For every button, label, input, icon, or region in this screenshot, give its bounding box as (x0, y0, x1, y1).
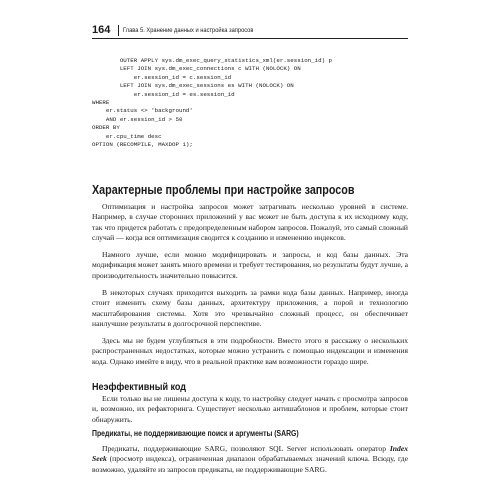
paragraph: Намного лучше, если можно модифицировать и запросы, и код базы данных. Эта модификация может занять много времени и требует тестирования, но результаты будут лучше, а производительность значительно повысится. (92, 250, 408, 280)
paragraph: Если только вы не лишены доступа к коду, то настройку следует начать с просмотра запросов и, возможно, их рефакторинга. Существует несколько антишаблонов и проблем, которые стоит обнаружить. (92, 394, 408, 424)
code-line: OUTER APPLY sys.dm_exec_query_statistics_xml(er.session_id) p (92, 57, 333, 64)
header-divider (118, 25, 119, 36)
book-page (92, 24, 408, 500)
section-heading-inefficient-code: Неэффективный код (92, 381, 187, 393)
code-line: LEFT JOIN sys.dm_exec_connections c WITH (NOLOCK) ON (92, 65, 301, 73)
paragraph-text: (просмотр индекса), ограниченная диапазон обрабатываемых значений ключа. Всюду, где возможно, удаляйте из запросов предикаты, не поддерживающие SARG. (92, 454, 408, 474)
code-line: WHERE (92, 98, 110, 106)
code-line: AND er.session_id > 50 (92, 115, 183, 123)
subsection-heading-sarg: Предикаты, не поддерживающие поиск и аргументы (SARG) (92, 429, 299, 438)
code-listing (92, 57, 332, 149)
code-line: ORDER BY (92, 124, 120, 132)
code-line: er.cpu_time desc (92, 132, 162, 140)
code-line: er.status <> 'background' (92, 107, 193, 115)
paragraph-text: Предикаты, поддерживающие SARG, позволяют SQL Server использовать оператор (102, 444, 390, 453)
paragraph: В некоторых случаях приходится выходить за рамки кода базы данных. Например, иногда стоит изменить схему базы данных, архитектуру приложения, а порой и технологию масштабирования системы. Хотя это чрезвычайно сложный процесс, он обеспечивает наилучшие результаты в долгосрочной перспективе. (92, 288, 408, 328)
paragraph (92, 444, 408, 475)
page-number: 164 (92, 24, 111, 36)
paragraph: Оптимизация и настройка запросов может затрагивать несколько уровней в системе. Например, в случае сторонних приложений у вас может не быть доступа к их исходному коду, так что придется работать с предопределенным набором запросов. Пожалуй, это самый сложный случай — когда вся оптимизация сводится к созданию и изменению индексов. (92, 202, 408, 242)
code-line: LEFT JOIN sys.dm_exec_sessions es WITH (NOLOCK) ON (92, 82, 294, 90)
code-line: OPTION (RECOMPILE, MAXDOP 1); (92, 140, 193, 148)
emphasis-term: Index Seek (92, 444, 408, 464)
paragraph: Здесь мы не будем углубляться в эти подробности. Вместо этого я расскажу о нескольких распространенных недостатках, которые можно устранить с помощью индексации и изменения кода. Однако имейте в виду, что в реальной практике вам возможности гораздо шире. (92, 336, 408, 366)
running-header (92, 24, 408, 39)
chapter-title: Глава 5. Хранение данных и настройка запросов (123, 27, 254, 34)
code-line: er.session_id = es.session_id (92, 90, 235, 98)
code-line: er.session_id = c.session_id (92, 73, 232, 81)
section-heading-typical-problems: Характерные проблемы при настройке запросов (92, 183, 355, 197)
